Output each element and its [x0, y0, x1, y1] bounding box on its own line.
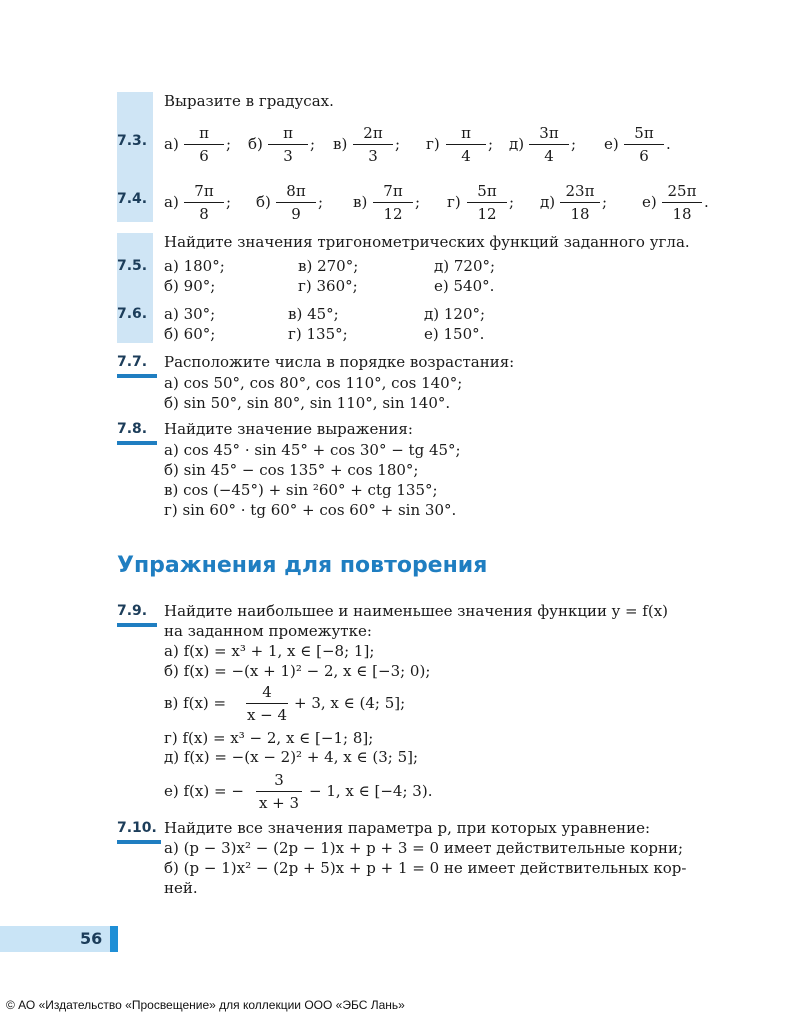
fraction	[527, 125, 571, 164]
exercise-7-9-v-fraction	[244, 684, 290, 723]
fraction-bar	[184, 144, 224, 145]
exercise-7-7-b: б) sin 50°, sin 80°, sin 110°, sin 140°.	[164, 394, 451, 412]
item-punctuation: .	[704, 193, 709, 211]
fraction-numerator: π	[199, 124, 209, 142]
fraction-denominator: x − 4	[246, 706, 288, 724]
fraction-numerator: 3π	[539, 124, 559, 142]
exercise-underline-7-7	[117, 374, 157, 378]
fraction-denominator: 4	[544, 147, 554, 165]
item-label: б)	[256, 193, 271, 211]
exercise-7-6-e: е) 150°.	[424, 325, 485, 343]
exercise-7-5-b: б) 90°;	[164, 277, 216, 295]
item-punctuation: ;	[571, 135, 577, 153]
fraction-bar	[353, 144, 393, 145]
exercise-7-9-text-1: Найдите наибольшее и наименьшее значения функции y = f(x)	[164, 602, 669, 620]
page-number-marker	[110, 926, 118, 952]
fraction	[622, 125, 666, 164]
fraction-numerator: 2π	[363, 124, 383, 142]
fraction	[274, 183, 318, 222]
item-label: б)	[248, 135, 263, 153]
fraction-denominator: 12	[477, 205, 497, 223]
exercise-7-7-a: а) cos 50°, cos 80°, cos 110°, cos 140°;	[164, 374, 463, 392]
fraction	[182, 125, 226, 164]
exercise-7-10-b: б) (p − 1)x² − (2p + 5)x + p + 1 = 0 не имеет действительных кор-	[164, 859, 687, 877]
item-label: г)	[426, 135, 440, 153]
fraction-denominator: 4	[461, 147, 471, 165]
fraction-denominator: 18	[570, 205, 590, 223]
section-title: Упражнения для повторения	[117, 553, 488, 578]
exercise-7-6-b: б) 60°;	[164, 325, 216, 343]
exercise-number-7-8: 7.8.	[117, 421, 148, 437]
fraction-denominator: x + 3	[258, 794, 300, 812]
exercise-7-9-e-fraction	[254, 772, 304, 811]
exercise-number-7-9: 7.9.	[117, 603, 148, 619]
item-punctuation: ;	[509, 193, 515, 211]
exercise-7-8-text: Найдите значение выражения:	[164, 420, 413, 438]
exercise-7-9-e-right: − 1, x ∈ [−4; 3).	[309, 782, 433, 800]
fraction-denominator: 12	[383, 205, 403, 223]
fraction-denominator: 9	[291, 205, 301, 223]
exercise-underline-7-10	[117, 840, 161, 844]
item-label: в)	[333, 135, 348, 153]
item-punctuation: ;	[415, 193, 421, 211]
fraction-denominator: 18	[672, 205, 692, 223]
exercise-7-10-b-cont: ней.	[164, 879, 198, 897]
fraction-bar	[529, 144, 569, 145]
exercise-underline-7-8	[117, 441, 157, 445]
fraction-denominator: 6	[639, 147, 649, 165]
fraction-numerator: 8π	[286, 182, 306, 200]
exercise-7-5-v: в) 270°;	[298, 257, 359, 275]
exercise-7-6-a: а) 30°;	[164, 305, 216, 323]
item-label: а)	[164, 135, 179, 153]
exercise-bar-7-5-7-6	[117, 233, 153, 343]
fraction	[371, 183, 415, 222]
exercise-7-6-v: в) 45°;	[288, 305, 339, 323]
item-label: в)	[353, 193, 368, 211]
exercise-7-9-text-2: на заданном промежутке:	[164, 622, 372, 640]
fraction-bar	[560, 202, 600, 203]
exercise-number-7-6: 7.6.	[117, 306, 148, 322]
fraction-denominator: 3	[283, 147, 293, 165]
exercise-number-7-4: 7.4.	[117, 191, 148, 207]
fraction-numerator: 4	[262, 683, 272, 701]
exercise-number-7-7: 7.7.	[117, 354, 148, 370]
item-punctuation: ;	[488, 135, 494, 153]
exercise-7-8-v: в) cos (−45°) + sin ²60° + ctg 135°;	[164, 481, 438, 499]
exercise-7-5-d: д) 720°;	[434, 257, 496, 275]
exercise-7-9-d: д) f(x) = −(x − 2)² + 4, x ∈ (3; 5];	[164, 748, 419, 766]
fraction-bar	[624, 144, 664, 145]
fraction-numerator: 7π	[194, 182, 214, 200]
item-label: е)	[642, 193, 657, 211]
fraction-numerator: 3	[274, 771, 284, 789]
fraction-bar	[373, 202, 413, 203]
exercise-7-9-v-left: в) f(x) =	[164, 694, 227, 712]
item-punctuation: ;	[318, 193, 324, 211]
item-label: е)	[604, 135, 619, 153]
fraction-bar	[662, 202, 702, 203]
exercise-7-10-text: Найдите все значения параметра p, при которых уравнение:	[164, 819, 651, 837]
fraction-numerator: π	[461, 124, 471, 142]
exercise-7-9-g: г) f(x) = x³ − 2, x ∈ [−1; 8];	[164, 729, 374, 747]
fraction-numerator: 7π	[383, 182, 403, 200]
instruction-degrees: Выразите в градусах.	[164, 92, 334, 110]
fraction-numerator: 5π	[634, 124, 654, 142]
fraction	[444, 125, 488, 164]
instruction-trig-values: Найдите значения тригонометрических функций заданного угла.	[164, 233, 690, 251]
fraction-denominator: 3	[368, 147, 378, 165]
fraction	[558, 183, 602, 222]
item-punctuation: ;	[602, 193, 608, 211]
item-punctuation: ;	[395, 135, 401, 153]
fraction	[266, 125, 310, 164]
exercise-7-9-e-left: е) f(x) = −	[164, 782, 244, 800]
exercise-7-9-v-right: + 3, x ∈ (4; 5];	[294, 694, 406, 712]
fraction	[465, 183, 509, 222]
exercise-7-8-a: а) cos 45° · sin 45° + cos 30° − tg 45°;	[164, 441, 461, 459]
exercise-7-8-g: г) sin 60° · tg 60° + cos 60° + sin 30°.	[164, 501, 457, 519]
fraction	[351, 125, 395, 164]
fraction-bar	[467, 202, 507, 203]
item-punctuation: ;	[226, 193, 232, 211]
exercise-number-7-5: 7.5.	[117, 258, 148, 274]
copyright-notice: © АО «Издательство «Просвещение» для коллекции ООО «ЭБС Лань»	[6, 998, 405, 1012]
fraction-bar	[246, 703, 288, 704]
item-punctuation: ;	[310, 135, 316, 153]
fraction	[660, 183, 704, 222]
item-label: д)	[540, 193, 556, 211]
item-label: а)	[164, 193, 179, 211]
exercise-7-9-b: б) f(x) = −(x + 1)² − 2, x ∈ [−3; 0);	[164, 662, 431, 680]
exercise-underline-7-9	[117, 623, 157, 627]
exercise-7-8-b: б) sin 45° − cos 135° + cos 180°;	[164, 461, 419, 479]
exercise-7-5-g: г) 360°;	[298, 277, 358, 295]
fraction-bar	[268, 144, 308, 145]
fraction-denominator: 6	[199, 147, 209, 165]
exercise-7-5-e: е) 540°.	[434, 277, 495, 295]
fraction-bar	[276, 202, 316, 203]
exercise-7-6-d: д) 120°;	[424, 305, 486, 323]
exercise-7-9-a: а) f(x) = x³ + 1, x ∈ [−8; 1];	[164, 642, 375, 660]
item-punctuation: .	[666, 135, 671, 153]
page-number: 56	[80, 929, 103, 948]
fraction-numerator: 25π	[667, 182, 697, 200]
exercise-7-6-g: г) 135°;	[288, 325, 348, 343]
item-label: г)	[447, 193, 461, 211]
item-punctuation: ;	[226, 135, 232, 153]
fraction-bar	[184, 202, 224, 203]
fraction-bar	[256, 791, 302, 792]
fraction-denominator: 8	[199, 205, 209, 223]
exercise-7-10-a: а) (p − 3)x² − (2p − 1)x + p + 3 = 0 имеет действительные корни;	[164, 839, 684, 857]
exercise-7-7-text: Расположите числа в порядке возрастания:	[164, 353, 515, 371]
exercise-number-7-3: 7.3.	[117, 133, 148, 149]
fraction-numerator: 23π	[565, 182, 595, 200]
fraction-bar	[446, 144, 486, 145]
fraction-numerator: π	[283, 124, 293, 142]
fraction	[182, 183, 226, 222]
exercise-7-5-a: а) 180°;	[164, 257, 225, 275]
item-label: д)	[509, 135, 525, 153]
fraction-numerator: 5π	[477, 182, 497, 200]
exercise-number-7-10: 7.10.	[117, 820, 157, 836]
